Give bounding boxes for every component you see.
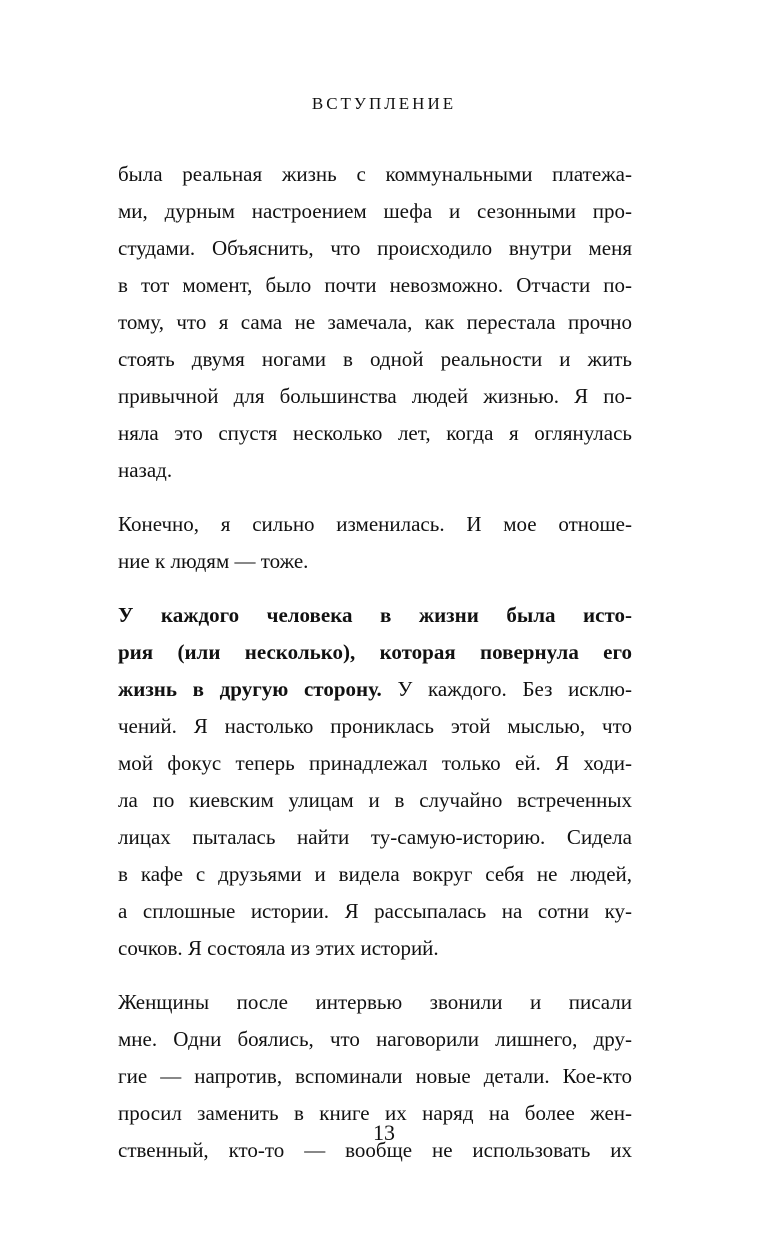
text-line: стоять двумя ногами в одной реальности и жить	[118, 347, 632, 371]
text-line: в кафе с друзьями и видела вокруг себя не людей,	[118, 862, 632, 886]
paragraph	[118, 597, 632, 967]
text-line: няла это спустя несколько лет, когда я оглянулась	[118, 421, 632, 445]
text-line: назад.	[118, 458, 173, 482]
text-line: студами. Объяснить, что происходило внутри меня	[118, 236, 632, 260]
text-line	[118, 671, 632, 708]
text-line: лицах пыталась найти ту-самую-историю. Сидела	[118, 825, 632, 849]
bold-text-line: У каждого человека в жизни была исто-	[118, 603, 632, 627]
text-line: тому, что я сама не замечала, как перестала прочно	[118, 310, 632, 334]
text-line: ла по киевским улицам и в случайно встреченных	[118, 788, 632, 812]
plain-phrase: У каждого. Без исклю-	[381, 677, 632, 701]
text-line: Женщины после интервью звонили и писали	[118, 990, 632, 1014]
paragraph	[118, 506, 632, 580]
paragraph	[118, 156, 632, 489]
text-line: была реальная жизнь с коммунальными платежа-	[118, 162, 632, 186]
text-line: в тот момент, было почти невозможно. Отчасти по-	[118, 273, 632, 297]
text-line: просил заменить в книге их наряд на более жен-	[118, 1101, 632, 1125]
text-line: а сплошные истории. Я рассыпалась на сотни ку-	[118, 899, 632, 923]
text-line: ние к людям — тоже.	[118, 549, 309, 573]
text-line: Конечно, я сильно изменилась. И мое отноше-	[118, 512, 632, 536]
text-line: мне. Одни боялись, что наговорили лишнего, дру-	[118, 1027, 632, 1051]
text-line: привычной для большинства людей жизнью. Я по-	[118, 384, 632, 408]
text-line: гие — напротив, вспоминали новые детали. Кое-кто	[118, 1064, 632, 1088]
text-line: сочков. Я состояла из этих историй.	[118, 936, 439, 960]
page-number: 13	[373, 1120, 395, 1145]
text-line: чений. Я настолько прониклась этой мыслью, что	[118, 714, 632, 738]
bold-text-line: рия (или несколько), которая повернула его	[118, 640, 632, 664]
text-line: ми, дурным настроением шефа и сезонными про-	[118, 199, 632, 223]
body-text	[118, 156, 632, 1169]
bold-phrase: жизнь в другую сторону.	[118, 677, 382, 701]
text-line: ственный, кто-то — вообще не использовать их	[118, 1138, 632, 1162]
text-line: мой фокус теперь принадлежал только ей. Я ходи-	[118, 751, 632, 775]
running-head: ВСТУПЛЕНИЕ	[311, 94, 457, 113]
